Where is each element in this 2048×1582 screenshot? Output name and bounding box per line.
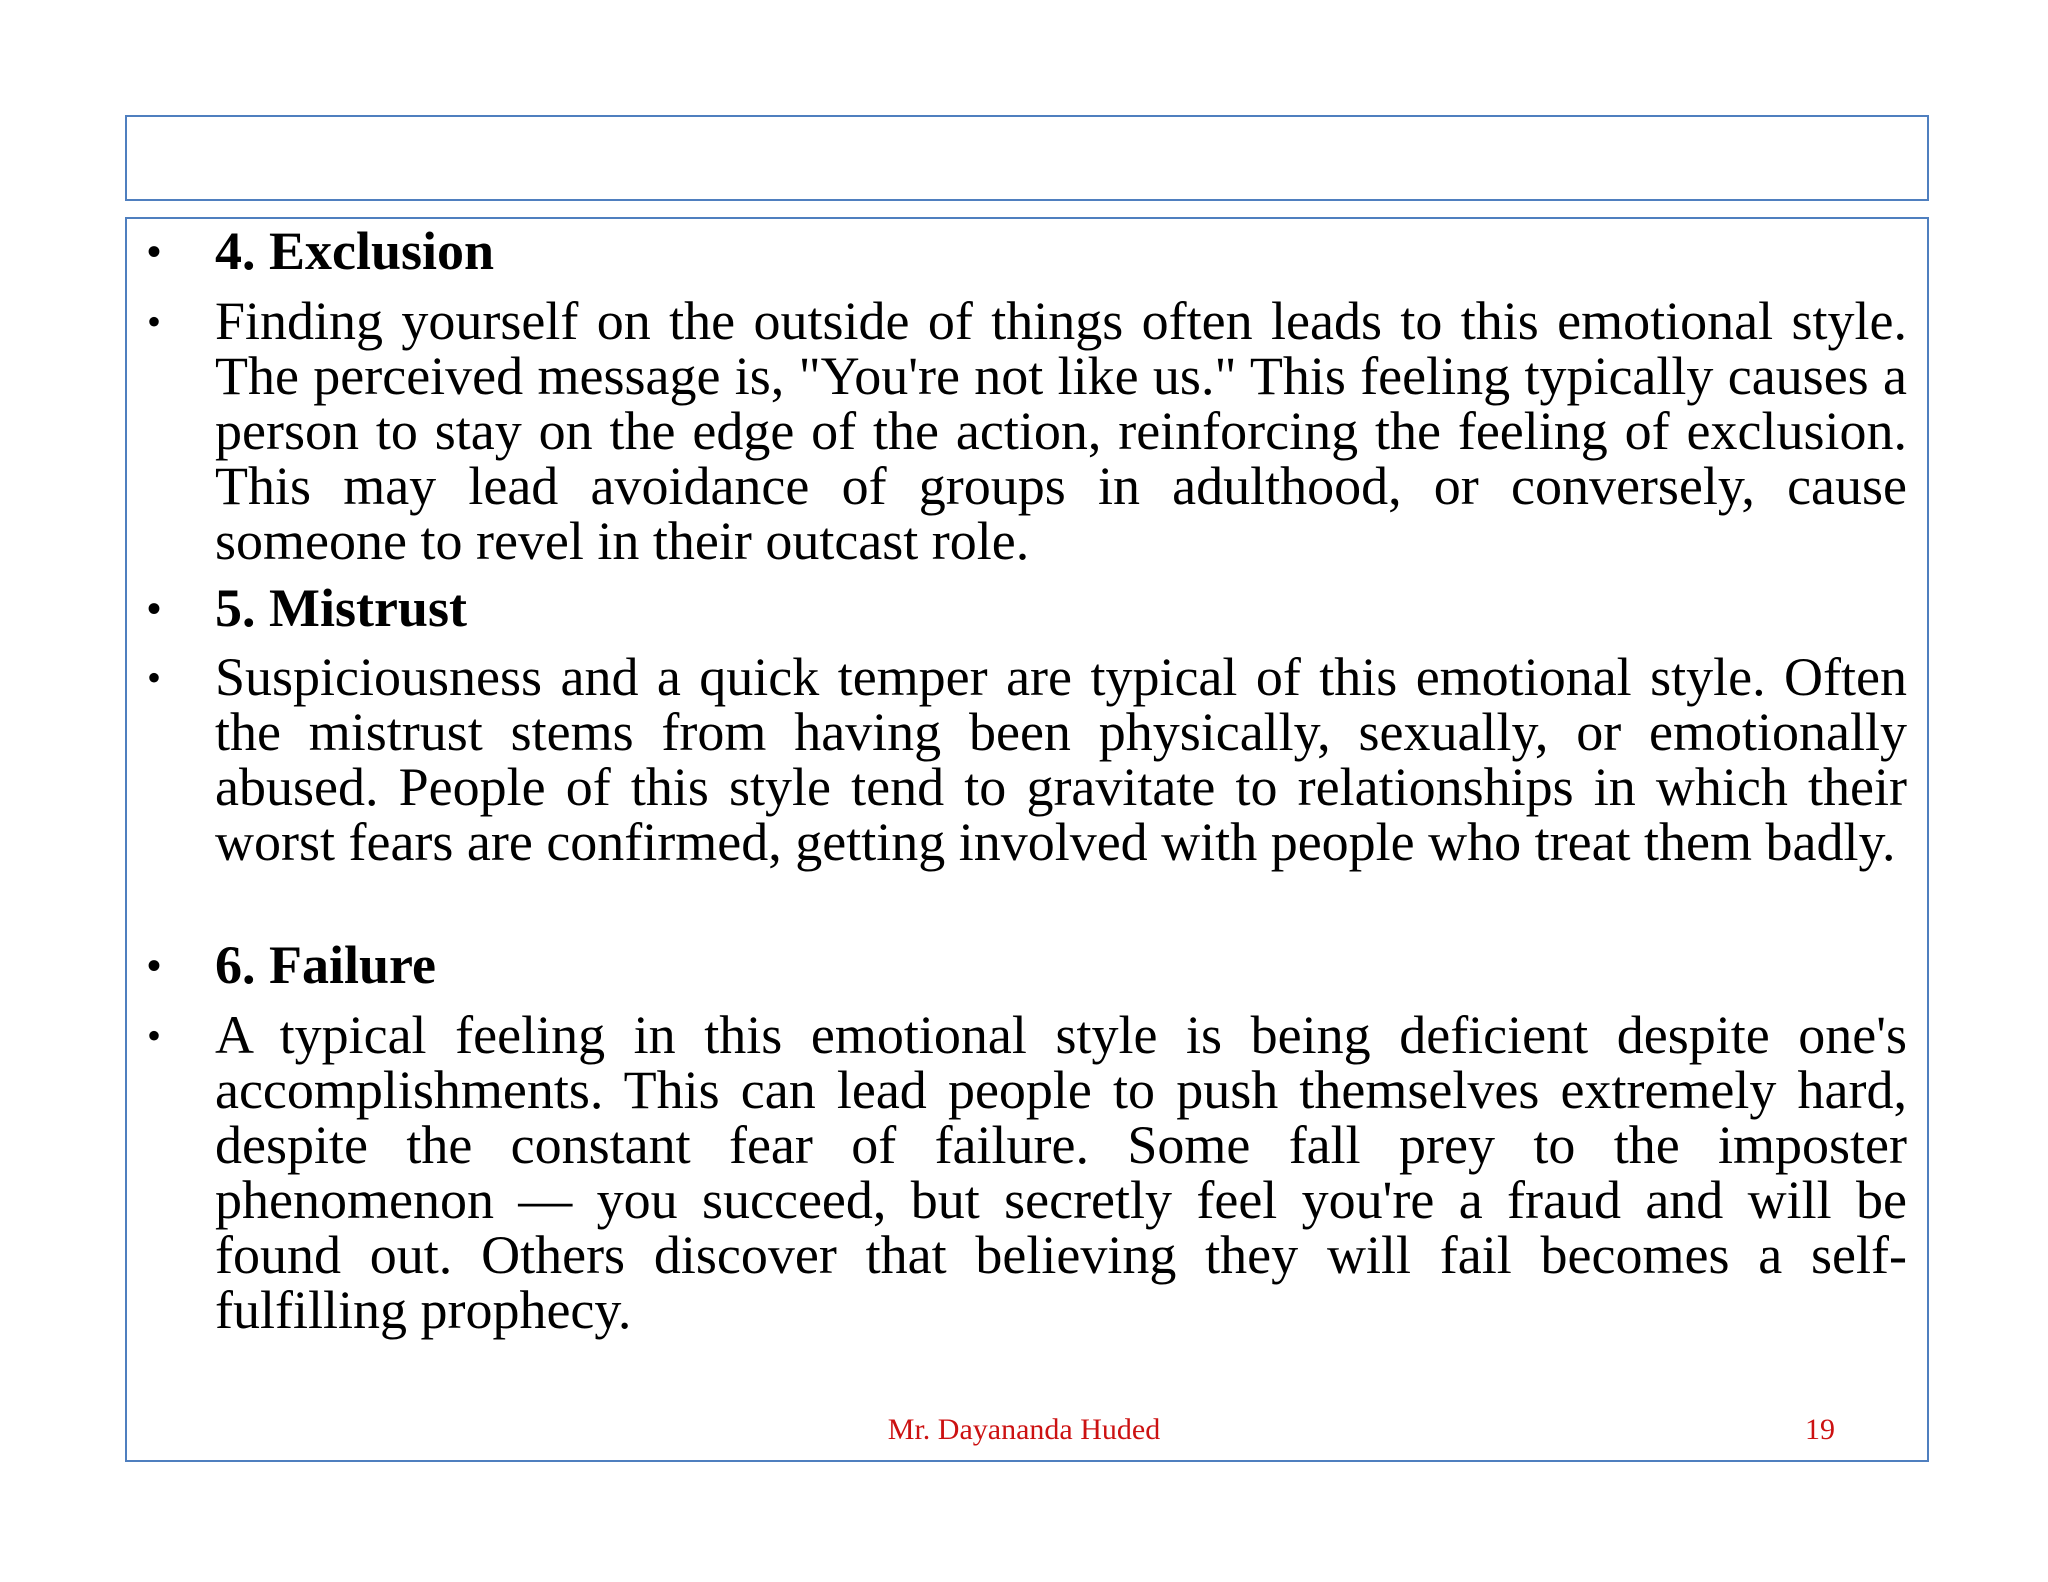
- bullet-text: 6. Failure: [215, 935, 436, 995]
- bullet-dot-icon: •: [147, 1013, 162, 1058]
- bullet-paragraph-mistrust: [127, 647, 1927, 872]
- bullet-paragraph-exclusion: [127, 291, 1927, 571]
- bullet-heading-exclusion: [127, 221, 1927, 281]
- bullet-text: Suspiciousness and a quick temper are typical of this emotional style. Often the mistrust stems from having been physically, sexually, or emotionally abused. People of this style tend to gravitate to relationships in which their worst fears are confirmed, getting involved with people who treat them badly.: [215, 647, 1907, 872]
- bullet-heading-mistrust: [127, 578, 1927, 638]
- page-number: 19: [1805, 1413, 1835, 1446]
- bullet-dot-icon: •: [147, 229, 162, 274]
- bullet-text: 4. Exclusion: [215, 221, 495, 281]
- bullet-heading-failure: [127, 935, 1927, 995]
- slide-title-box: [125, 115, 1929, 201]
- bullet-text: 5. Mistrust: [215, 578, 467, 638]
- bullet-dot-icon: •: [147, 943, 162, 988]
- slide-content-box: [125, 217, 1929, 1462]
- footer-author: Mr. Dayananda Huded: [887, 1413, 1161, 1446]
- bullet-dot-icon: •: [147, 299, 162, 344]
- bullet-paragraph-failure: [127, 1005, 1927, 1340]
- bullet-dot-icon: •: [147, 655, 162, 700]
- bullet-text: Finding yourself on the outside of things often leads to this emotional style. The perceived message is, "You're not like us." This feeling typically causes a person to stay on the edge of the action, reinforcing the feeling of exclusion. This may lead avoidance of groups in adulthood, or conversely, cause someone to revel in their outcast role.: [215, 291, 1907, 571]
- bullet-text: A typical feeling in this emotional style is being deficient despite one's accomplishments. This can lead people to push themselves extremely hard, despite the constant fear of failure. Some fall prey to the imposter phenomenon — you succeed, but secretly feel you're a fraud and will be found out. Others discover that believing they will fail becomes a self-fulfilling prophecy.: [215, 1005, 1907, 1340]
- bullet-dot-icon: •: [147, 586, 162, 631]
